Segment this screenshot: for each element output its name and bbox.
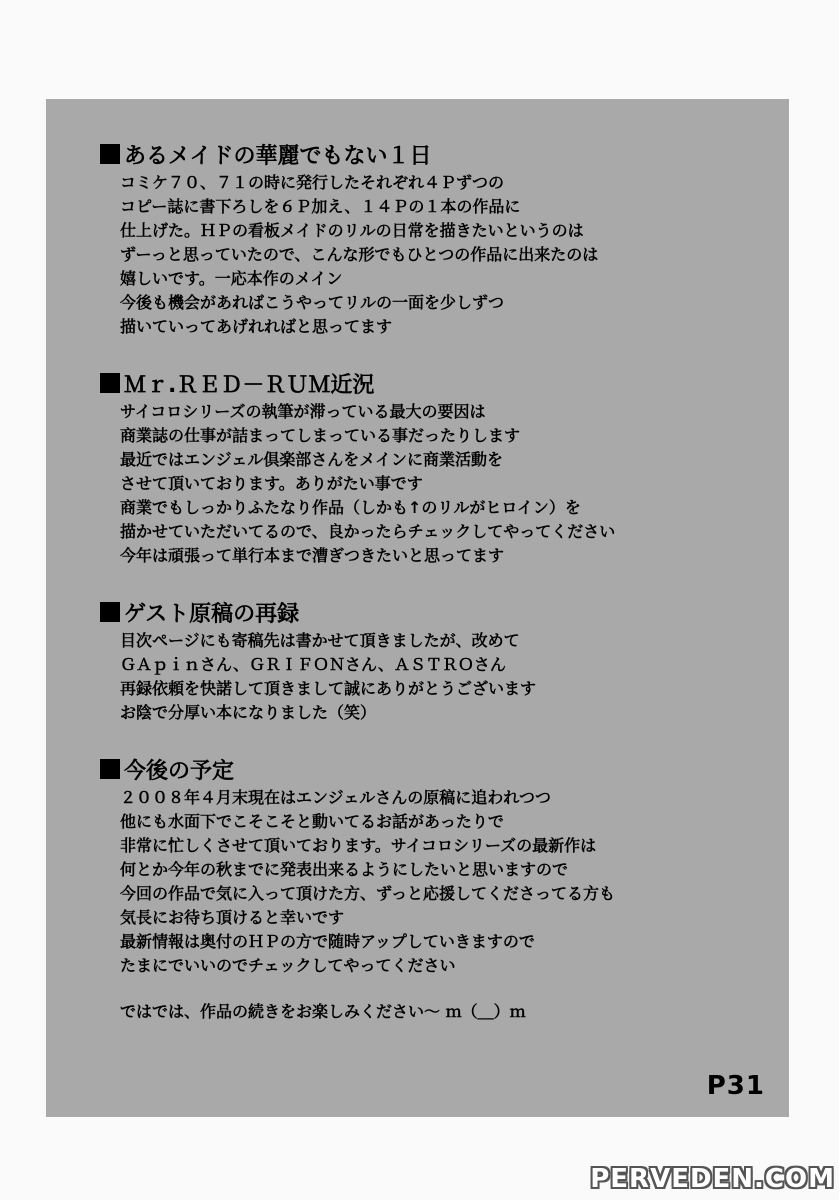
text-line: させて頂いております。ありがたい事です [120,474,423,493]
text-line: 非常に忙しくさせて頂いております。サイコロシリーズの最新作は [120,836,597,855]
section-guest-reprint [100,597,740,725]
section-title [100,368,740,398]
section-title-text: Ｍｒ.ＲＥＤ－ＲＵＭ近況 [124,372,375,398]
page-number: P31 [706,1071,765,1101]
text-line: 最新情報は奥付のＨＰの方で随時アップしていきますので [120,932,535,951]
section-maid-day [100,139,740,339]
text-line: コミケ７０、７１の時に発行したそれぞれ４Ｐずつの [120,173,505,192]
section-body [120,629,740,725]
square-bullet-icon [100,602,120,622]
section-title-text: ゲスト原稿の再録 [124,601,300,627]
closing-spacer [120,978,740,1000]
text-line: 目次ページにも寄稿先は書かせて頂きましたが、改めて [120,631,520,650]
section-spacer [100,568,740,597]
text-line: 仕上げた。ＨＰの看板メイドのリルの日常を描きたいというのは [120,221,584,240]
text-line: 描かせていただいてるので、良かったらチェックしてやってください [120,522,616,541]
text-line: サイコロシリーズの執筆が滞っている最大の要因は [120,402,486,421]
text-line: 最近ではエンジェル倶楽部さんをメインに商業活動を [120,450,503,469]
section-spacer [100,725,740,754]
section-body [120,400,740,568]
text-panel [46,99,789,1117]
closing-line: ではでは、作品の続きをお楽しみください～ ｍ（＿）ｍ [120,1002,526,1021]
square-bullet-icon [100,759,120,779]
section-body [120,786,740,1024]
text-line: お陰で分厚い本になりました（笑） [120,703,377,722]
section-title [100,754,740,784]
text-line: 今回の作品で気に入って頂けた方、ずっと応援してくださってる方も [120,884,616,903]
text-line: たまにでいいのでチェックしてやってください [120,956,456,975]
section-title-text: 今後の予定 [124,758,235,784]
section-body [120,171,740,339]
text-line: 他にも水面下でこそこそと動いてるお話があったりで [120,812,504,831]
text-line: コピー誌に書下ろしを６Ｐ加え、１４Ｐの１本の作品に [120,197,521,216]
text-line: 商業でもしっかりふたなり作品（しかも↑のリルがヒロイン）を [120,498,581,517]
text-line: 今後も機会があればこうやってリルの一面を少しずつ [120,293,505,312]
section-title [100,597,740,627]
text-line: 気長にお待ち頂けると幸いです [120,908,345,927]
text-line: 何とか今年の秋までに発表出来るようにしたいと思いますので [120,860,569,879]
square-bullet-icon [100,144,120,164]
site-watermark: PERVEDEN.COM [590,1164,835,1194]
text-line: 商業誌の仕事が詰まってしまっている事だったりします [120,426,521,445]
content [100,139,740,1024]
square-bullet-icon [100,373,120,393]
section-title-text: あるメイドの華麗でもない１日 [124,143,432,169]
text-line: ずーっと思っていたので、こんな形でもひとつの作品に出来たのは [120,245,599,264]
text-line: ２００８年４月末現在はエンジェルさんの原稿に追われつつ [120,788,551,807]
text-line: ＧＡｐｉｎさん、ＧＲＩＦＯＮさん、ＡＳＴＲＯさん [120,655,506,674]
section-future-plans [100,754,740,1024]
text-line: 再録依頼を快諾して頂きまして誠にありがとうございます [120,679,537,698]
text-line: 描いていってあげれればと思ってます [120,317,393,336]
section-title [100,139,740,169]
section-spacer [100,339,740,368]
section-author-news [100,368,740,568]
text-line: 嬉しいです。一応本作のメイン [120,269,343,288]
text-line: 今年は頑張って単行本まで漕ぎつきたいと思ってます [120,546,505,565]
